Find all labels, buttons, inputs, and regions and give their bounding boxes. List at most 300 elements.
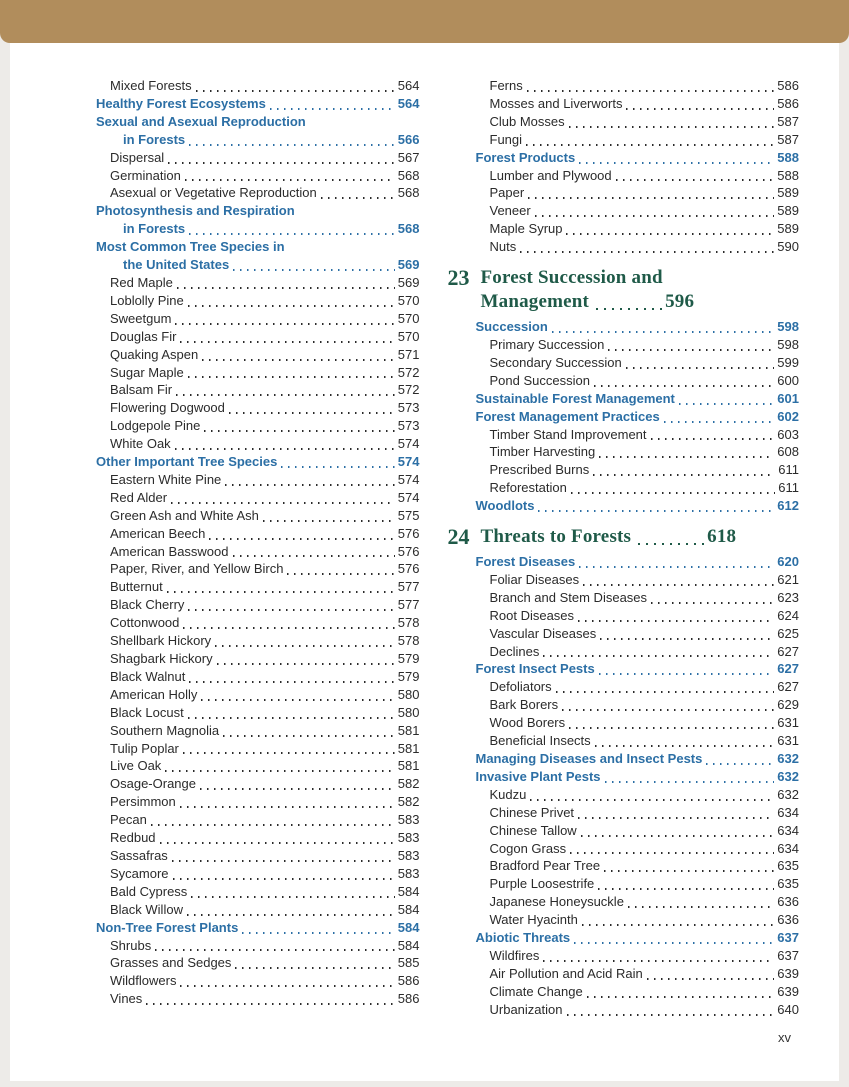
- toc-entry-page: 586: [397, 973, 420, 989]
- toc-entry-label: Fungi: [489, 131, 523, 147]
- toc-entry: [476, 131, 800, 149]
- toc-entry-page: 601: [777, 390, 799, 406]
- toc-entry: [476, 643, 800, 661]
- toc-entry: [96, 364, 420, 382]
- toc-entry: [96, 883, 420, 901]
- toc-section-heading: [96, 919, 420, 937]
- toc-entry-label: Air Pollution and Acid Rain: [489, 965, 643, 981]
- dot-leader: [281, 466, 394, 468]
- dot-leader: [593, 474, 775, 476]
- toc-entry-page: 572: [397, 382, 420, 398]
- toc-entry-label: Invasive Plant Pests: [475, 768, 601, 784]
- toc-entry: [96, 865, 420, 883]
- toc-entry: [476, 167, 800, 185]
- dot-leader: [608, 349, 774, 351]
- toc-entry-page: 581: [397, 758, 420, 774]
- toc-entry-page: 587: [777, 113, 799, 129]
- dot-leader: [229, 412, 395, 414]
- toc-entry-label: Lodgepole Pine: [110, 418, 201, 434]
- dot-leader: [270, 108, 395, 110]
- toc-entry-label: Persimmon: [110, 794, 176, 810]
- toc-entry: [476, 875, 800, 893]
- dot-leader: [566, 233, 774, 235]
- toc-entry-label: Urbanization: [489, 1001, 563, 1017]
- dot-leader: [582, 924, 774, 926]
- dot-leader: [200, 788, 395, 790]
- toc-entry-label: Purple Loosestrife: [489, 876, 595, 892]
- toc-entry-page: 577: [397, 597, 420, 613]
- toc-entry-page: 612: [777, 498, 799, 514]
- dot-leader: [189, 233, 395, 235]
- toc-entry-label: Black Locust: [110, 704, 184, 720]
- toc-entry-label: Osage-Orange: [110, 776, 196, 792]
- chapter-title: [481, 266, 800, 314]
- toc-entry-label: Redbud: [110, 830, 156, 846]
- dot-leader: [160, 842, 395, 844]
- dot-leader: [616, 179, 775, 181]
- dot-leader: [204, 430, 394, 432]
- toc-entry: [96, 650, 420, 668]
- toc-entry-label: Branch and Stem Diseases: [489, 589, 648, 605]
- toc-section-heading: [476, 318, 800, 336]
- toc-entry: [96, 507, 420, 525]
- toc-entry-label: Quaking Aspen: [110, 346, 199, 362]
- toc-entry-page: 570: [397, 328, 420, 344]
- toc-entry: [476, 893, 800, 911]
- toc-entry-page: 586: [397, 991, 420, 1007]
- toc-entry: [476, 607, 800, 625]
- toc-entry-label: Mosses and Liverworts: [489, 95, 623, 111]
- toc-entry-label: Cogon Grass: [489, 840, 567, 856]
- toc-section-heading: [96, 95, 420, 113]
- chapter-title-pageline: [481, 525, 800, 549]
- toc-entry-label: Red Alder: [110, 489, 168, 505]
- toc-section-heading: [96, 453, 420, 471]
- toc-entry-page: 589: [777, 221, 799, 237]
- dot-leader: [168, 162, 395, 164]
- toc-entry-page: 602: [777, 408, 799, 424]
- toc-entry-page: 583: [397, 865, 420, 881]
- dot-leader: [146, 1003, 395, 1005]
- toc-entry-page: 583: [397, 830, 420, 846]
- dot-leader: [530, 799, 774, 801]
- toc-entry-page: 580: [397, 686, 420, 702]
- toc-entry: [476, 336, 800, 354]
- dot-leader: [209, 538, 394, 540]
- toc-entry-label: Shellbark Hickory: [110, 633, 212, 649]
- toc-entry-label: Paper, River, and Yellow Birch: [110, 561, 284, 577]
- toc-entry-page: 579: [397, 651, 420, 666]
- toc-entry-page: 573: [397, 418, 420, 434]
- toc-entry-page: 584: [397, 883, 420, 899]
- toc-entry-page: 588: [777, 167, 799, 183]
- dot-leader: [180, 985, 394, 987]
- toc-entry: [96, 417, 420, 435]
- toc-entry-page: 582: [397, 794, 420, 810]
- toc-entry: [476, 840, 800, 858]
- toc-entry: [476, 947, 800, 965]
- dot-leader: [188, 305, 395, 307]
- toc-entry-page: 627: [777, 679, 799, 695]
- toc-entry: [96, 614, 420, 632]
- dot-leader: [187, 914, 395, 916]
- toc-entry-page: 580: [397, 704, 420, 720]
- toc-entry: [96, 740, 420, 758]
- toc-entry-page: 588: [777, 149, 799, 165]
- toc-entry-label: Foliar Diseases: [489, 571, 580, 587]
- toc-entry: [476, 95, 800, 113]
- toc-entry: [476, 732, 800, 750]
- dot-leader: [598, 888, 774, 890]
- toc-entry-label: Other Important Tree Species: [96, 454, 278, 470]
- toc-entry-page: 567: [397, 149, 420, 165]
- toc-entry-page: 570: [397, 292, 420, 308]
- toc-entry-page: 584: [397, 901, 420, 917]
- toc-entry-page: 621: [777, 571, 799, 587]
- dot-leader: [570, 852, 774, 854]
- toc-entry-page: 623: [777, 589, 799, 605]
- toc-entry: [476, 696, 800, 714]
- toc-entry-label: Sycamore: [110, 865, 169, 881]
- toc-entry-label: Pond Succession: [489, 372, 590, 388]
- toc-entry-label: Vascular Diseases: [489, 625, 597, 641]
- toc-entry: [96, 704, 420, 722]
- dot-leader: [651, 602, 774, 604]
- toc-column-left: [96, 77, 420, 1019]
- toc-section-heading: [476, 660, 800, 678]
- toc-entry: [96, 471, 420, 489]
- toc-entry-page: 627: [777, 643, 799, 659]
- dot-leader: [173, 878, 395, 880]
- toc-entry-page: 627: [777, 661, 799, 677]
- dot-leader: [538, 510, 774, 512]
- toc-entry-label: Loblolly Pine: [110, 292, 184, 308]
- toc-entry: [96, 149, 420, 167]
- toc-entry: [476, 983, 800, 1001]
- toc-entry: [96, 954, 420, 972]
- toc-entry-page: 637: [777, 930, 799, 946]
- dot-leader: [569, 126, 775, 128]
- toc-entry-label: in Forests: [123, 221, 186, 237]
- dot-leader: [172, 860, 395, 862]
- toc-entry-page: 570: [397, 310, 420, 326]
- toc-entry-label: Chinese Tallow: [489, 822, 577, 838]
- dot-leader: [180, 806, 395, 808]
- toc-entry: [476, 804, 800, 822]
- toc-entry-page: 574: [397, 436, 420, 452]
- dot-leader: [321, 197, 395, 199]
- toc-entry-label: Green Ash and White Ash: [110, 507, 259, 523]
- dot-leader: [196, 90, 395, 92]
- toc-entry-page: 637: [777, 947, 799, 963]
- toc-entry-page: 568: [397, 167, 420, 183]
- toc-entry-page: 611: [778, 462, 799, 478]
- toc-entry-label: Red Maple: [110, 274, 173, 290]
- toc-entry: [96, 543, 420, 561]
- toc-entry-page: 586: [777, 78, 799, 93]
- toc-entry-page: 632: [777, 768, 799, 784]
- toc-entry: [476, 77, 800, 95]
- toc-entry: [476, 911, 800, 929]
- toc-entry-page: 584: [397, 937, 420, 953]
- toc-entry-label: Nuts: [489, 239, 517, 255]
- toc-entry-page: 624: [777, 607, 799, 623]
- toc-entry-label: Vines: [110, 991, 143, 1007]
- toc-entry-label: Maple Syrup: [489, 221, 563, 237]
- dot-leader: [679, 403, 774, 405]
- toc-entry-page: 581: [397, 740, 420, 756]
- toc-entry-page: 582: [397, 776, 420, 792]
- toc-entry: [476, 479, 800, 497]
- toc-entry-page: 629: [777, 697, 799, 713]
- dot-leader: [567, 1014, 775, 1016]
- toc-entry: [96, 937, 420, 955]
- toc-entry: [96, 381, 420, 399]
- toc-entry-page: 576: [397, 543, 420, 559]
- toc-entry-label: Succession: [475, 319, 548, 335]
- dot-leader: [647, 978, 775, 980]
- toc-entry: [96, 310, 420, 328]
- toc-entry-page: 583: [397, 812, 420, 828]
- toc-entry: [476, 589, 800, 607]
- toc-section-heading: [476, 768, 800, 786]
- chapter-number: 23: [447, 265, 470, 291]
- toc-entry-label: Pecan: [110, 812, 147, 828]
- dot-leader: [569, 727, 774, 729]
- toc-entry-page: 576: [397, 525, 420, 541]
- toc-entry-page: 574: [397, 489, 420, 505]
- toc-entry: [96, 722, 420, 740]
- toc-section-heading: [476, 408, 800, 426]
- toc-page: [10, 43, 839, 1081]
- toc-entry-label: Tulip Poplar: [110, 740, 179, 756]
- toc-entry-label: Secondary Succession: [489, 354, 622, 370]
- toc-entry-label: Live Oak: [110, 758, 162, 774]
- page-number-folio: xv: [778, 1030, 791, 1045]
- toc-entry-label: Veneer: [489, 203, 531, 219]
- toc-entry: [96, 292, 420, 310]
- toc-entry-label: American Holly: [110, 686, 198, 702]
- toc-entry-label: Black Walnut: [110, 668, 186, 684]
- toc-entry: [96, 668, 420, 686]
- toc-entry-label: Shrubs: [110, 937, 152, 953]
- dot-leader: [604, 870, 774, 872]
- toc-entry-page: 634: [777, 822, 799, 838]
- toc-entry-label: Germination: [110, 167, 181, 183]
- dot-leader: [628, 906, 774, 908]
- toc-entry: [96, 328, 420, 346]
- dot-leader: [638, 543, 704, 546]
- chapter-title-line: Management: [480, 291, 590, 313]
- dot-leader: [188, 376, 395, 378]
- dot-leader: [188, 609, 394, 611]
- toc-entry-label: Healthy Forest Ecosystems: [96, 95, 266, 111]
- toc-entry: [476, 372, 800, 390]
- toc-entry-label: Sustainable Forest Management: [475, 390, 675, 406]
- dot-leader: [189, 144, 395, 146]
- toc-entry-label: Black Willow: [110, 901, 183, 917]
- toc-section-heading-continuation: [96, 256, 420, 274]
- toc-entry-label: Sweetgum: [110, 310, 172, 326]
- toc-entry: [476, 113, 800, 131]
- toc-entry: [96, 596, 420, 614]
- toc-entry-page: 631: [777, 733, 799, 749]
- toc-entry: [96, 775, 420, 793]
- toc-entry: [96, 525, 420, 543]
- toc-entry-label: Dispersal: [110, 149, 165, 165]
- toc-entry-page: 566: [397, 131, 420, 147]
- toc-entry-label: Timber Harvesting: [489, 444, 596, 460]
- toc-entry-label: White Oak: [110, 436, 171, 452]
- dot-leader: [183, 752, 395, 754]
- toc-entry-label: Eastern White Pine: [110, 471, 222, 487]
- chapter-page-number: 596: [665, 291, 695, 313]
- toc-entry: [96, 757, 420, 775]
- toc-entry: [476, 354, 800, 372]
- toc-entry-label: Primary Succession: [489, 336, 605, 352]
- toc-entry-page: 586: [777, 95, 799, 111]
- toc-entry-label: Cottonwood: [110, 615, 180, 631]
- toc-entry-page: 634: [777, 840, 799, 856]
- dot-leader: [543, 960, 774, 962]
- toc-section-heading: [476, 929, 800, 947]
- toc-entry-label: Ferns: [489, 78, 523, 93]
- toc-entry-page: 569: [397, 257, 420, 273]
- toc-entry-label: Sassafras: [110, 847, 168, 863]
- toc-entry: [476, 857, 800, 875]
- chapter-number: 24: [447, 524, 470, 550]
- toc-entry-label: Douglas Fir: [110, 328, 177, 344]
- toc-section-heading: [476, 750, 800, 768]
- toc-entry-page: 574: [397, 454, 420, 470]
- toc-entry-page: 576: [397, 561, 420, 577]
- toc-entry-page: 599: [777, 354, 799, 370]
- toc-entry-label: Forest Management Practices: [475, 408, 660, 424]
- toc-entry-page: 574: [397, 471, 420, 487]
- toc-entry-label: Abiotic Threats: [475, 930, 571, 946]
- dot-leader: [165, 770, 394, 772]
- toc-entry-label: Photosynthesis and Respiration: [96, 203, 295, 219]
- toc-entry: [476, 184, 800, 202]
- toc-entry: [96, 399, 420, 417]
- toc-entry: [476, 443, 800, 461]
- dot-leader: [594, 385, 774, 387]
- toc-entry-label: Wildfires: [489, 947, 540, 963]
- dot-leader: [605, 781, 775, 783]
- chapter-title: [481, 525, 800, 549]
- toc-entry: [96, 184, 420, 202]
- toc-entry-page: 598: [777, 336, 799, 352]
- toc-entry-page: 611: [778, 480, 799, 496]
- dot-leader: [151, 824, 395, 826]
- toc-entry: [476, 202, 800, 220]
- toc-entry-label: Declines: [489, 643, 540, 659]
- toc-entry: [476, 461, 800, 479]
- toc-entry-page: 584: [397, 919, 420, 935]
- toc-entry-page: 573: [397, 400, 420, 416]
- toc-entry-label: American Basswood: [110, 543, 229, 559]
- dot-leader: [183, 627, 394, 629]
- chapter-title-line: Forest Succession and: [480, 267, 663, 289]
- toc-entry-label: Reforestation: [489, 480, 567, 496]
- toc-entry: [476, 571, 800, 589]
- toc-entry: [476, 625, 800, 643]
- toc-entry-label: Managing Diseases and Insect Pests: [475, 751, 703, 766]
- toc-entry-label: Bradford Pear Tree: [489, 858, 601, 874]
- dot-leader: [535, 215, 775, 217]
- toc-entry-label: Forest Products: [475, 149, 576, 165]
- chapter-title-line: Threats to Forests: [480, 526, 632, 548]
- toc-entry-label: Club Mosses: [489, 113, 565, 129]
- dot-leader: [596, 308, 662, 311]
- toc-entry-label: the United States: [123, 257, 230, 273]
- dot-leader: [217, 663, 395, 665]
- chapter-heading: [448, 266, 800, 314]
- dot-leader: [706, 763, 774, 765]
- toc-entry: [476, 786, 800, 804]
- toc-entry-page: 589: [777, 185, 799, 201]
- dot-leader: [579, 566, 774, 568]
- dot-leader: [571, 492, 775, 494]
- toc-entry: [476, 678, 800, 696]
- toc-section-heading-wrap: [96, 113, 420, 131]
- toc-entry-page: 575: [397, 507, 420, 523]
- toc-entry-page: 636: [777, 894, 799, 910]
- dot-leader: [242, 932, 394, 934]
- toc-entry: [476, 220, 800, 238]
- toc-entry-page: 620: [777, 554, 799, 570]
- toc-section-heading-wrap: [96, 202, 420, 220]
- toc-entry-page: 635: [777, 858, 799, 874]
- dot-leader: [176, 394, 395, 396]
- toc-entry-label: Non-Tree Forest Plants: [96, 919, 239, 935]
- toc-entry: [96, 901, 420, 919]
- dot-leader: [581, 835, 775, 837]
- toc-entry-page: 578: [397, 633, 420, 649]
- toc-column-right: [447, 77, 800, 1019]
- toc-entry: [96, 578, 420, 596]
- dot-leader: [189, 681, 394, 683]
- toc-entry: [96, 274, 420, 292]
- chapter-title-pageline: [481, 290, 800, 314]
- toc-entry-label: Bark Borers: [489, 697, 559, 713]
- toc-entry: [96, 489, 420, 507]
- toc-entry: [476, 965, 800, 983]
- toc-entry-page: 583: [397, 847, 420, 863]
- toc-entry-label: Shagbark Hickory: [110, 651, 213, 666]
- toc-entry: [476, 822, 800, 840]
- toc-section-heading-continuation: [96, 131, 420, 149]
- toc-entry-label: Climate Change: [489, 983, 583, 999]
- toc-section-heading: [476, 390, 800, 408]
- toc-entry: [96, 167, 420, 185]
- dot-leader: [233, 269, 395, 271]
- toc-entry-page: 569: [397, 274, 420, 290]
- toc-entry-page: 600: [777, 372, 799, 388]
- dot-leader: [543, 655, 774, 657]
- toc-entry-page: 639: [777, 965, 799, 981]
- toc-section-heading: [476, 149, 800, 167]
- dot-leader: [527, 90, 775, 92]
- toc-entry-label: Most Common Tree Species in: [96, 239, 285, 255]
- toc-entry-label: Sugar Maple: [110, 364, 184, 380]
- dot-leader: [626, 108, 774, 110]
- toc-entry: [96, 560, 420, 578]
- dot-leader: [225, 484, 395, 486]
- toc-entry: [96, 77, 420, 95]
- dot-leader: [175, 323, 394, 325]
- dot-leader: [215, 645, 395, 647]
